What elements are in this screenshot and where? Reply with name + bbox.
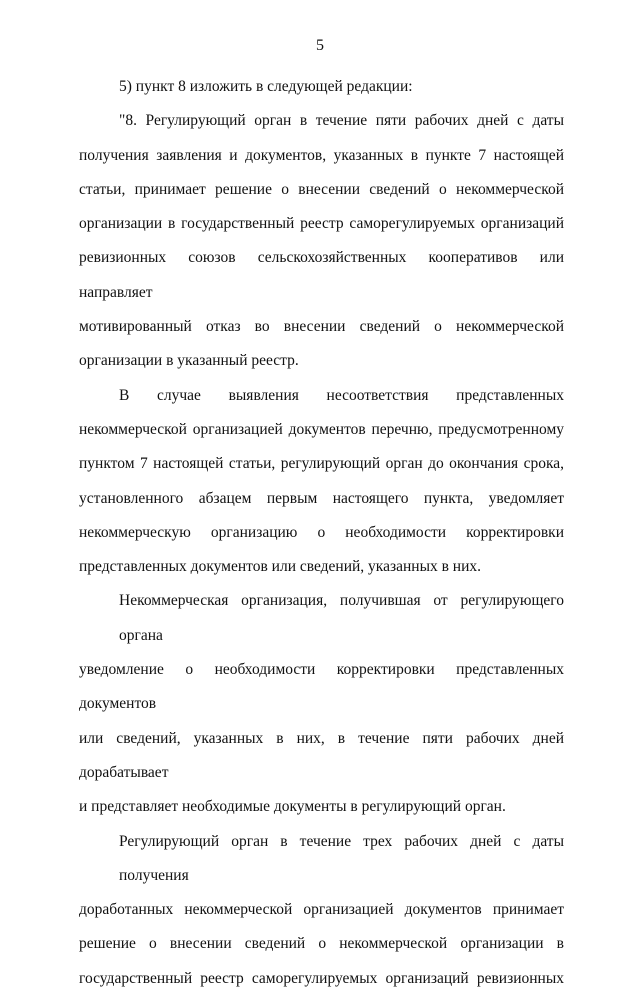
paragraph-line: 5) пункт 8 изложить в следующей редакции: [119, 78, 413, 95]
paragraph-line: организации в указанный реестр. [79, 352, 299, 370]
paragraph-line: пунктом 7 настоящей статьи, регулирующий орган до окончания срока, [79, 455, 564, 473]
paragraph-line: или сведений, указанных в них, в течение пяти рабочих дней дорабатывает [79, 729, 564, 781]
paragraph-line: представленных документов или сведений, указанных в них. [79, 558, 482, 576]
paragraph-decision [79, 825, 564, 996]
paragraph-line: установленного абзацем первым настоящего пункта, уведомляет [79, 489, 564, 507]
paragraph-line: организации в государственный реестр саморегулируемых организаций [79, 215, 564, 233]
paragraph-line: "8. Регулирующий орган в течение пяти рабочих дней с даты [119, 112, 564, 130]
paragraph-line: мотивированный отказ во внесении сведений о некоммерческой [79, 318, 564, 336]
paragraph-amendment-intro [79, 70, 564, 104]
paragraph-line: получения заявления и документов, указанных в пункте 7 настоящей [79, 146, 564, 164]
paragraph-line: решение о внесении сведений о некоммерческой организации в [79, 935, 564, 953]
paragraph-line: уведомление о необходимости корректировки представленных документов [79, 661, 564, 713]
paragraph-nonconformity [79, 379, 564, 585]
paragraph-line: ревизионных союзов сельскохозяйственных кооперативов или направляет [79, 249, 564, 301]
paragraph-line: доработанных некоммерческой организацией документов принимает [79, 901, 564, 919]
paragraph-line: некоммерческую организацию о необходимости корректировки [79, 523, 564, 541]
paragraph-line: В случае выявления несоответствия представленных [119, 386, 564, 404]
paragraph-revision [79, 584, 564, 824]
paragraph-line: Некоммерческая организация, получившая от регулирующего органа [119, 592, 564, 644]
page-number: 5 [316, 37, 324, 54]
paragraph-line: статьи, принимает решение о внесении сведений о некоммерческой [79, 180, 564, 198]
paragraph-line: и представляет необходимые документы в регулирующий орган. [79, 798, 506, 816]
paragraph-line: некоммерческой организацией документов перечню, предусмотренному [79, 420, 564, 438]
paragraph-clause-8 [79, 104, 564, 378]
paragraph-line: Регулирующий орган в течение трех рабочих дней с даты получения [119, 832, 564, 884]
document-body [79, 70, 564, 996]
paragraph-line: государственный реестр саморегулируемых организаций ревизионных [79, 969, 564, 987]
